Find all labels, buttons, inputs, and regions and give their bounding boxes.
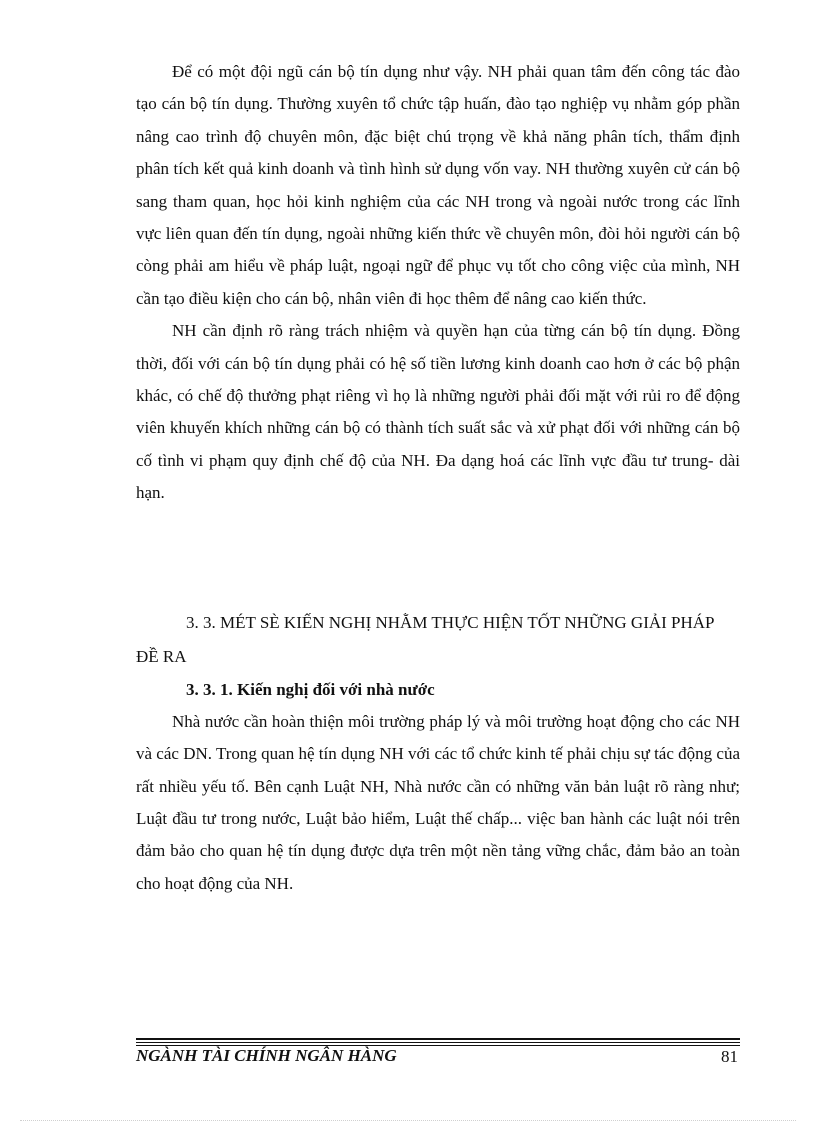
page-number: 81 <box>721 1047 738 1066</box>
subsection-heading: 3. 3. 1. Kiến nghị đối với nhà nước <box>186 679 435 699</box>
section-heading: 3. 3. MÉT SÈ KIẾN NGHỊ NHẰM THỰC HIỆN TỐT NHỮNG GIẢI PHÁP ĐỀ RA <box>136 612 714 666</box>
footer-rule-thick <box>136 1038 740 1040</box>
footer-rule-thin <box>136 1042 740 1043</box>
paragraph: NH cần định rõ ràng trách nhiệm và quyền hạn của từng cán bộ tín dụng. Đồng thời, đối với cán bộ tín dụng phải có hệ số tiền lương kinh doanh cao hơn ở các bộ phận khác, có chế độ thưởng phạt riêng vì họ là những người phải đối mặt với rủi ro để động viên khuyến khích những cán bộ có thành tích suất sắc và xử phạt đối với những cán bộ cố tình vi phạm quy định chế độ của NH. Đa dạng hoá các lĩnh vực đầu tư trung- dài hạn. <box>136 321 740 503</box>
paragraph: Để có một đội ngũ cán bộ tín dụng như vậy. NH phải quan tâm đến công tác đào tạo cán bộ tín dụng. Thường xuyên tổ chức tập huấn, đào tạo nghiệp vụ nhằm góp phần nâng cao trình độ chuyên môn, đặc biệt chú trọng về khả năng phân tích, thẩm định phân tích kết quả kinh doanh và tình hình sử dụng vốn vay. NH thường xuyên cử cán bộ sang tham quan, học hỏi kinh nghiệm của các NH trong và ngoài nước trong các lĩnh vực liên quan đến tín dụng, ngoài những kiến thức về chuyên môn, đòi hỏi người cán bộ còng phải am hiểu về pháp luật, ngoại ngữ để phục vụ tốt cho công việc của mình, NH cần tạo điều kiện cho cán bộ, nhân viên đi học thêm để nâng cao kiến thức. <box>136 62 740 308</box>
page-edge-divider <box>20 1120 796 1121</box>
paragraph: Nhà nước cần hoàn thiện môi trường pháp lý và môi trường hoạt động cho các NH và các DN. Trong quan hệ tín dụng NH với các tổ chức kinh tế phải chịu sự tác động của rất nhiều yếu tố. Bên cạnh Luật NH, Nhà nước cần có những văn bản luật rõ ràng như; Luật đầu tư trong nước, Luật bảo hiểm, Luật thế chấp... việc ban hành các luật nói trên đảm bảo cho quan hệ tín dụng được dựa trên một nền tảng vững chắc, đảm bảo an toàn cho hoạt động của NH. <box>136 711 740 893</box>
spacer <box>136 510 740 606</box>
footer-title: NGÀNH TÀI CHÍNH NGÂN HÀNG <box>136 1046 397 1065</box>
document-body <box>136 56 740 900</box>
